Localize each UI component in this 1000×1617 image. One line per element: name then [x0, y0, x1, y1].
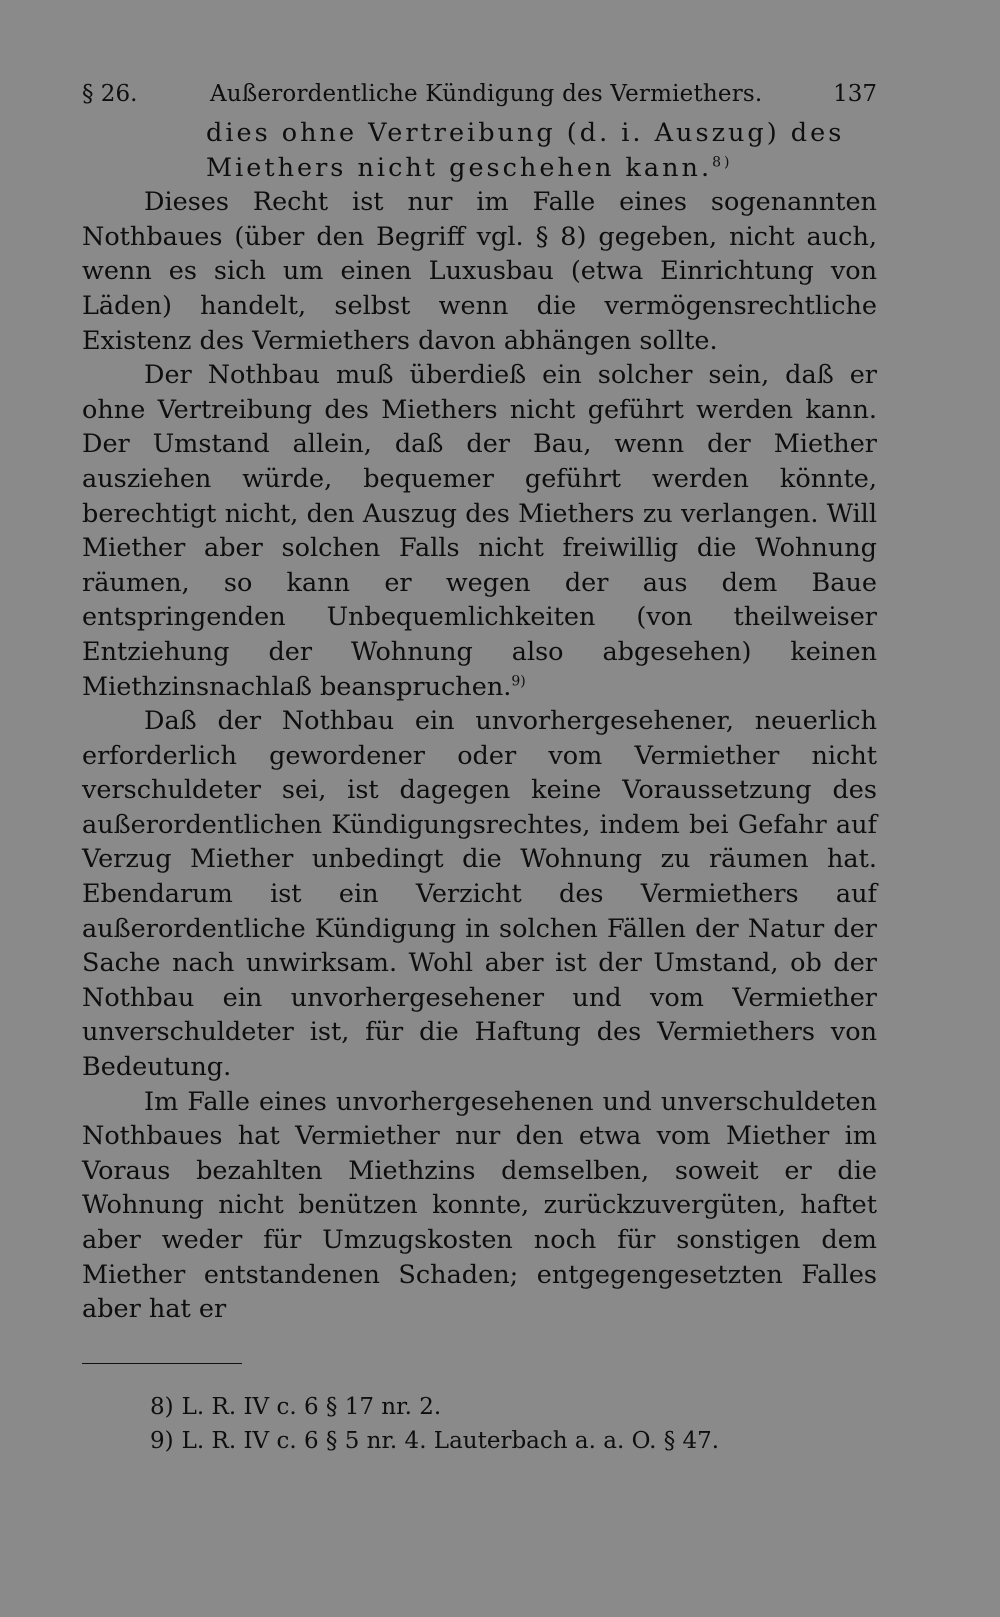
footnote-ref-8: 8)	[712, 154, 733, 171]
footnote-text: L. R. IV c. 6 § 17 nr. 2.	[181, 1393, 442, 1420]
section-number: § 26.	[82, 81, 138, 107]
footnote-9	[150, 1424, 877, 1458]
page-number: 137	[833, 81, 877, 107]
body-text	[82, 116, 877, 1327]
continued-line-2-text: Miethers nicht geschehen kann.	[206, 152, 713, 183]
paragraph-4: Im Falle eines unvorhergesehenen und unverschuldeten Nothbaues hat Vermiether nur den etwa vom Miether im Voraus bezahlten Miethzins demselben, soweit er die Wohnung nicht benützen konnte, zurückzuvergüten, haftet aber weder für Umzugskosten noch für sonstigen dem Miether entstandenen Schaden; entgegengesetzten Falles aber hat er	[82, 1086, 877, 1325]
paragraph-1: Dieses Recht ist nur im Falle eines sogenannten Nothbaues (über den Begriff vgl. § 8) gegeben, nicht auch, wenn es sich um einen Luxusbau (etwa Einrichtung von Läden) handelt, selbst wenn die vermögensrechtliche Existenz des Vermiethers davon abhängen sollte.	[82, 187, 877, 356]
continued-line-2	[206, 151, 877, 186]
paragraph-3: Daß der Nothbau ein unvorhergesehener, neuerlich erforderlich gewordener oder vom Vermiether nicht verschuldeter sei, ist dagegen keine Voraussetzung des außerordentlichen Kündigungsrechtes, indem bei Gefahr auf Verzug Miether unbedingt die Wohnung zu räumen hat. Ebendarum ist ein Verzicht des Vermiethers auf außerordentliche Kündigung in solchen Fällen der Natur der Sache nach unwirksam. Wohl aber ist der Umstand, ob der Nothbau ein unvorhergesehener und vom Vermiether unverschuldeter ist, für die Haftung des Vermiethers von Bedeutung.	[82, 706, 877, 1083]
page-header	[82, 72, 877, 116]
footnote-number: 9)	[150, 1427, 174, 1454]
footnotes	[82, 1390, 877, 1458]
footnote-divider	[82, 1363, 242, 1364]
paragraph-2	[82, 358, 877, 704]
paragraph-2-text: Der Nothbau muß überdieß ein solcher sein, daß er ohne Vertreibung des Miethers nicht geführt werden kann. Der Umstand allein, daß der Bau, wenn der Miether ausziehen würde, bequemer geführt werden könnte, berechtigt nicht, den Auszug des Miethers zu verlangen. Will Miether aber solchen Falls nicht freiwillig die Wohnung räumen, so kann er wegen der aus dem Baue entspringenden Unbequemlichkeiten (von theilweiser Entziehung der Wohnung also abgesehen) keinen Miethzinsnachlaß beanspruchen.	[82, 360, 877, 702]
footnote-ref-9: 9)	[511, 673, 526, 689]
running-title: Außerordentliche Kündigung des Vermiethers.	[210, 81, 763, 107]
continued-line-1: dies ohne Vertreibung (d. i. Auszug) des	[206, 118, 845, 148]
book-page	[82, 72, 877, 1458]
footnote-number: 8)	[150, 1393, 174, 1420]
continued-text	[82, 116, 877, 185]
footnote-text: L. R. IV c. 6 § 5 nr. 4. Lauterbach a. a. O. § 47.	[181, 1427, 720, 1454]
footnote-8	[150, 1390, 877, 1424]
